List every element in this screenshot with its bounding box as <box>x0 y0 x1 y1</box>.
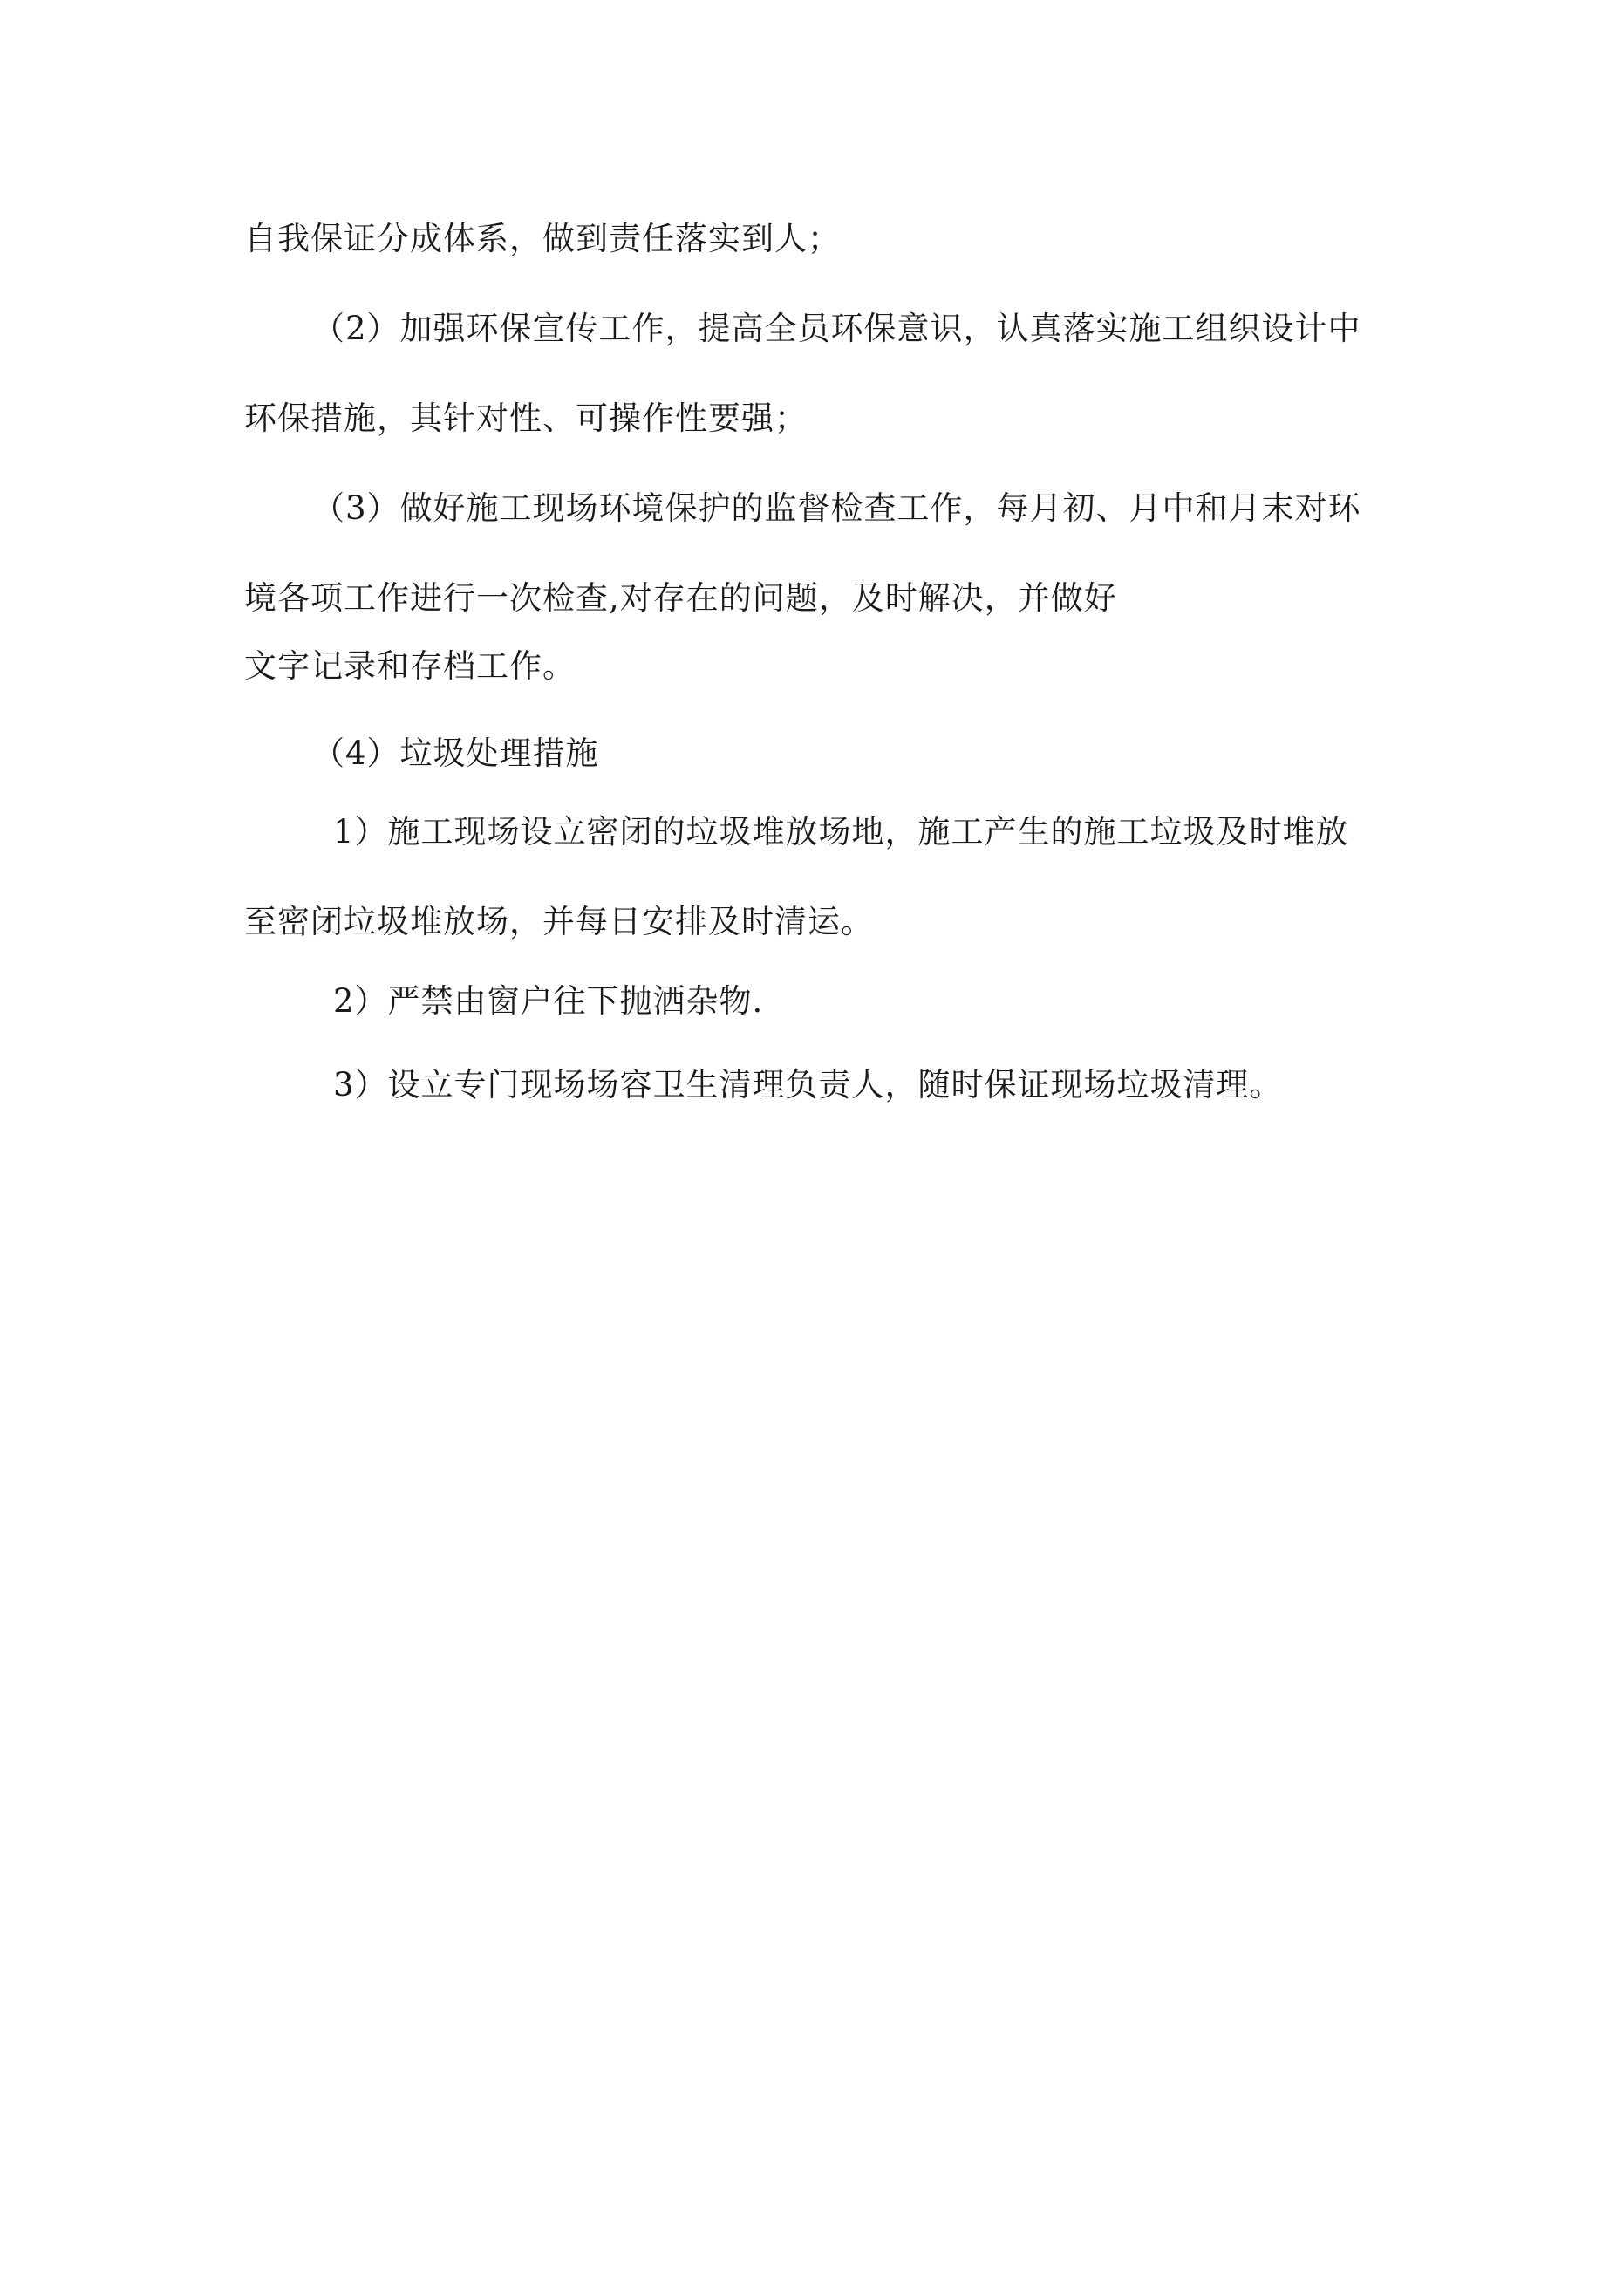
text-line-3: 环保措施，其针对性、可操作性要强； <box>244 400 808 437</box>
text-line-10: 2）严禁由窗户往下抛洒杂物. <box>333 982 764 1020</box>
text-line-7: （4）垃圾处理措施 <box>312 735 599 772</box>
text-line-1: 自我保证分成体系，做到责任落实到人； <box>244 220 841 257</box>
text-line-11: 3）设立专门现场场容卫生清理负责人，随时保证现场垃圾清理。 <box>333 1066 1283 1104</box>
text-line-8: 1）施工现场设立密闭的垃圾堆放场地，施工产生的施工垃圾及时堆放 <box>333 813 1349 851</box>
text-line-9: 至密闭垃圾堆放场，并每日安排及时清运。 <box>244 903 874 940</box>
text-line-6: 文字记录和存档工作。 <box>244 647 576 685</box>
text-line-5: 境各项工作进行一次检查,对存在的问题，及时解决，并做好 <box>244 579 1117 617</box>
text-line-2: （2）加强环保宣传工作，提高全员环保意识，认真落实施工组织设计中 <box>312 310 1361 347</box>
text-line-4: （3）做好施工现场环境保护的监督检查工作，每月初、月中和月末对环 <box>312 489 1361 527</box>
